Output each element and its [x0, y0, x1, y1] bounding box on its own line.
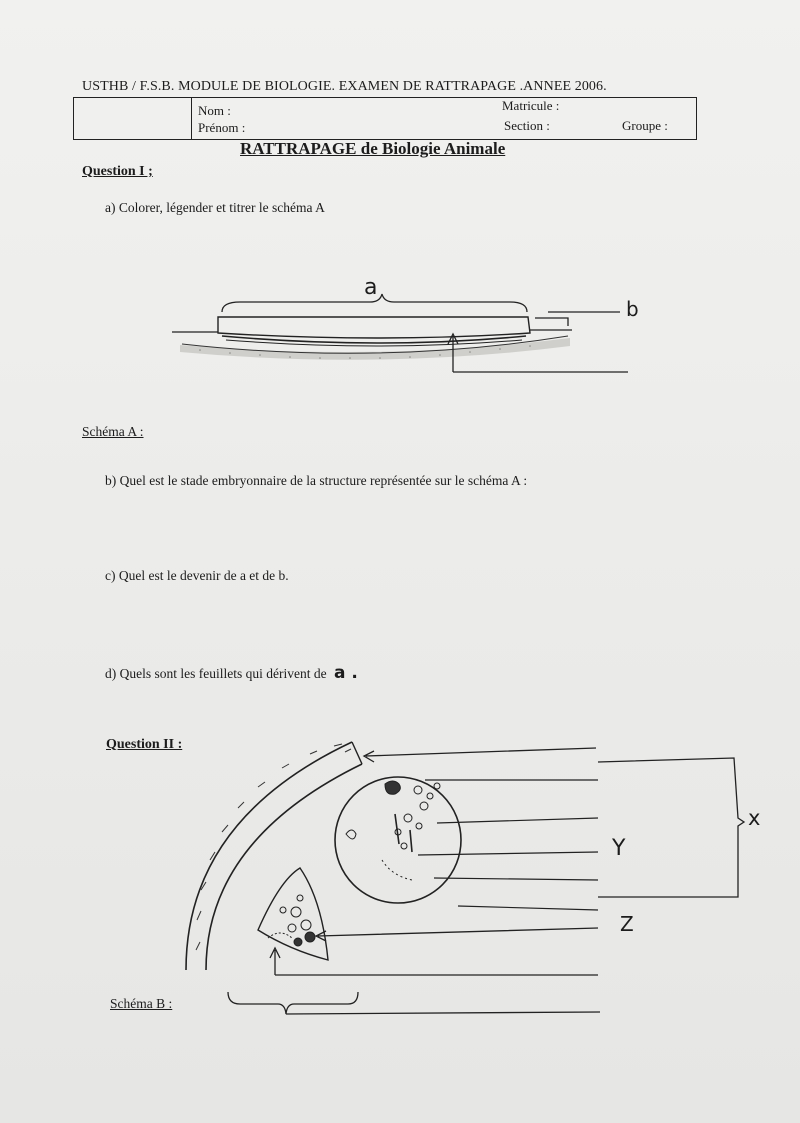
schema-b-leader-3 — [418, 852, 598, 855]
schema-b-bottom-arrow — [270, 948, 598, 975]
schema-b-small-structure — [258, 868, 328, 960]
schema-b-caption: Schéma B : — [110, 996, 173, 1011]
question-1b-text: b) Quel est le stade embryonnaire de la structure représentée sur le schéma A : — [105, 473, 528, 488]
question-1-heading: Question I ; — [82, 164, 153, 179]
schema-b-bottom-brace — [228, 992, 358, 1014]
schema-b-wall-end — [352, 742, 362, 764]
schema-a-label-b: b — [626, 297, 639, 321]
schema-b-bracket-x — [598, 758, 744, 897]
schema-a-label-a: a — [364, 275, 378, 300]
section-field: Section : — [504, 118, 550, 133]
exam-header: USTHB / F.S.B. MODULE DE BIOLOGIE. EXAMEN DE RATTRAPAGE .ANNEE 2006. — [82, 79, 607, 94]
schema-b-wall-arrow — [364, 748, 596, 762]
nom-field: Nom : — [198, 103, 231, 118]
question-1a-text: a) Colorer, légender et titrer le schéma A — [105, 200, 325, 215]
schema-b-label-x: x — [748, 806, 761, 830]
question-1d-letter: a . — [333, 663, 358, 683]
schema-b-label-z: Z — [620, 912, 634, 936]
prenom-field: Prénom : — [198, 120, 246, 135]
schema-b-bottom-answer-line — [286, 1012, 600, 1014]
schema-b-leader-2 — [437, 818, 598, 823]
schema-b-label-y: Y — [612, 836, 626, 861]
groupe-field: Groupe : — [622, 118, 668, 133]
exam-title: RATTRAPAGE de Biologie Animale — [240, 139, 506, 158]
question-1d-prefix: d) Quels sont les feuillets qui dérivent de — [105, 666, 327, 681]
schema-b-z-leader — [316, 928, 598, 941]
matricule-field: Matricule : — [502, 98, 560, 113]
schema-b-small-contents — [268, 895, 315, 946]
schema-b-cell-contents — [346, 781, 440, 880]
schema-a-caption: Schéma A : — [82, 424, 144, 439]
schema-b-wall-inner — [206, 764, 362, 970]
schema-b-leader-5 — [458, 906, 598, 910]
schema-b-wall-texture — [196, 744, 351, 950]
question-1c-text: c) Quel est le devenir de a et de b. — [105, 568, 289, 583]
schema-b-leader-4 — [434, 878, 598, 880]
question-2-heading: Question II : — [106, 737, 183, 752]
